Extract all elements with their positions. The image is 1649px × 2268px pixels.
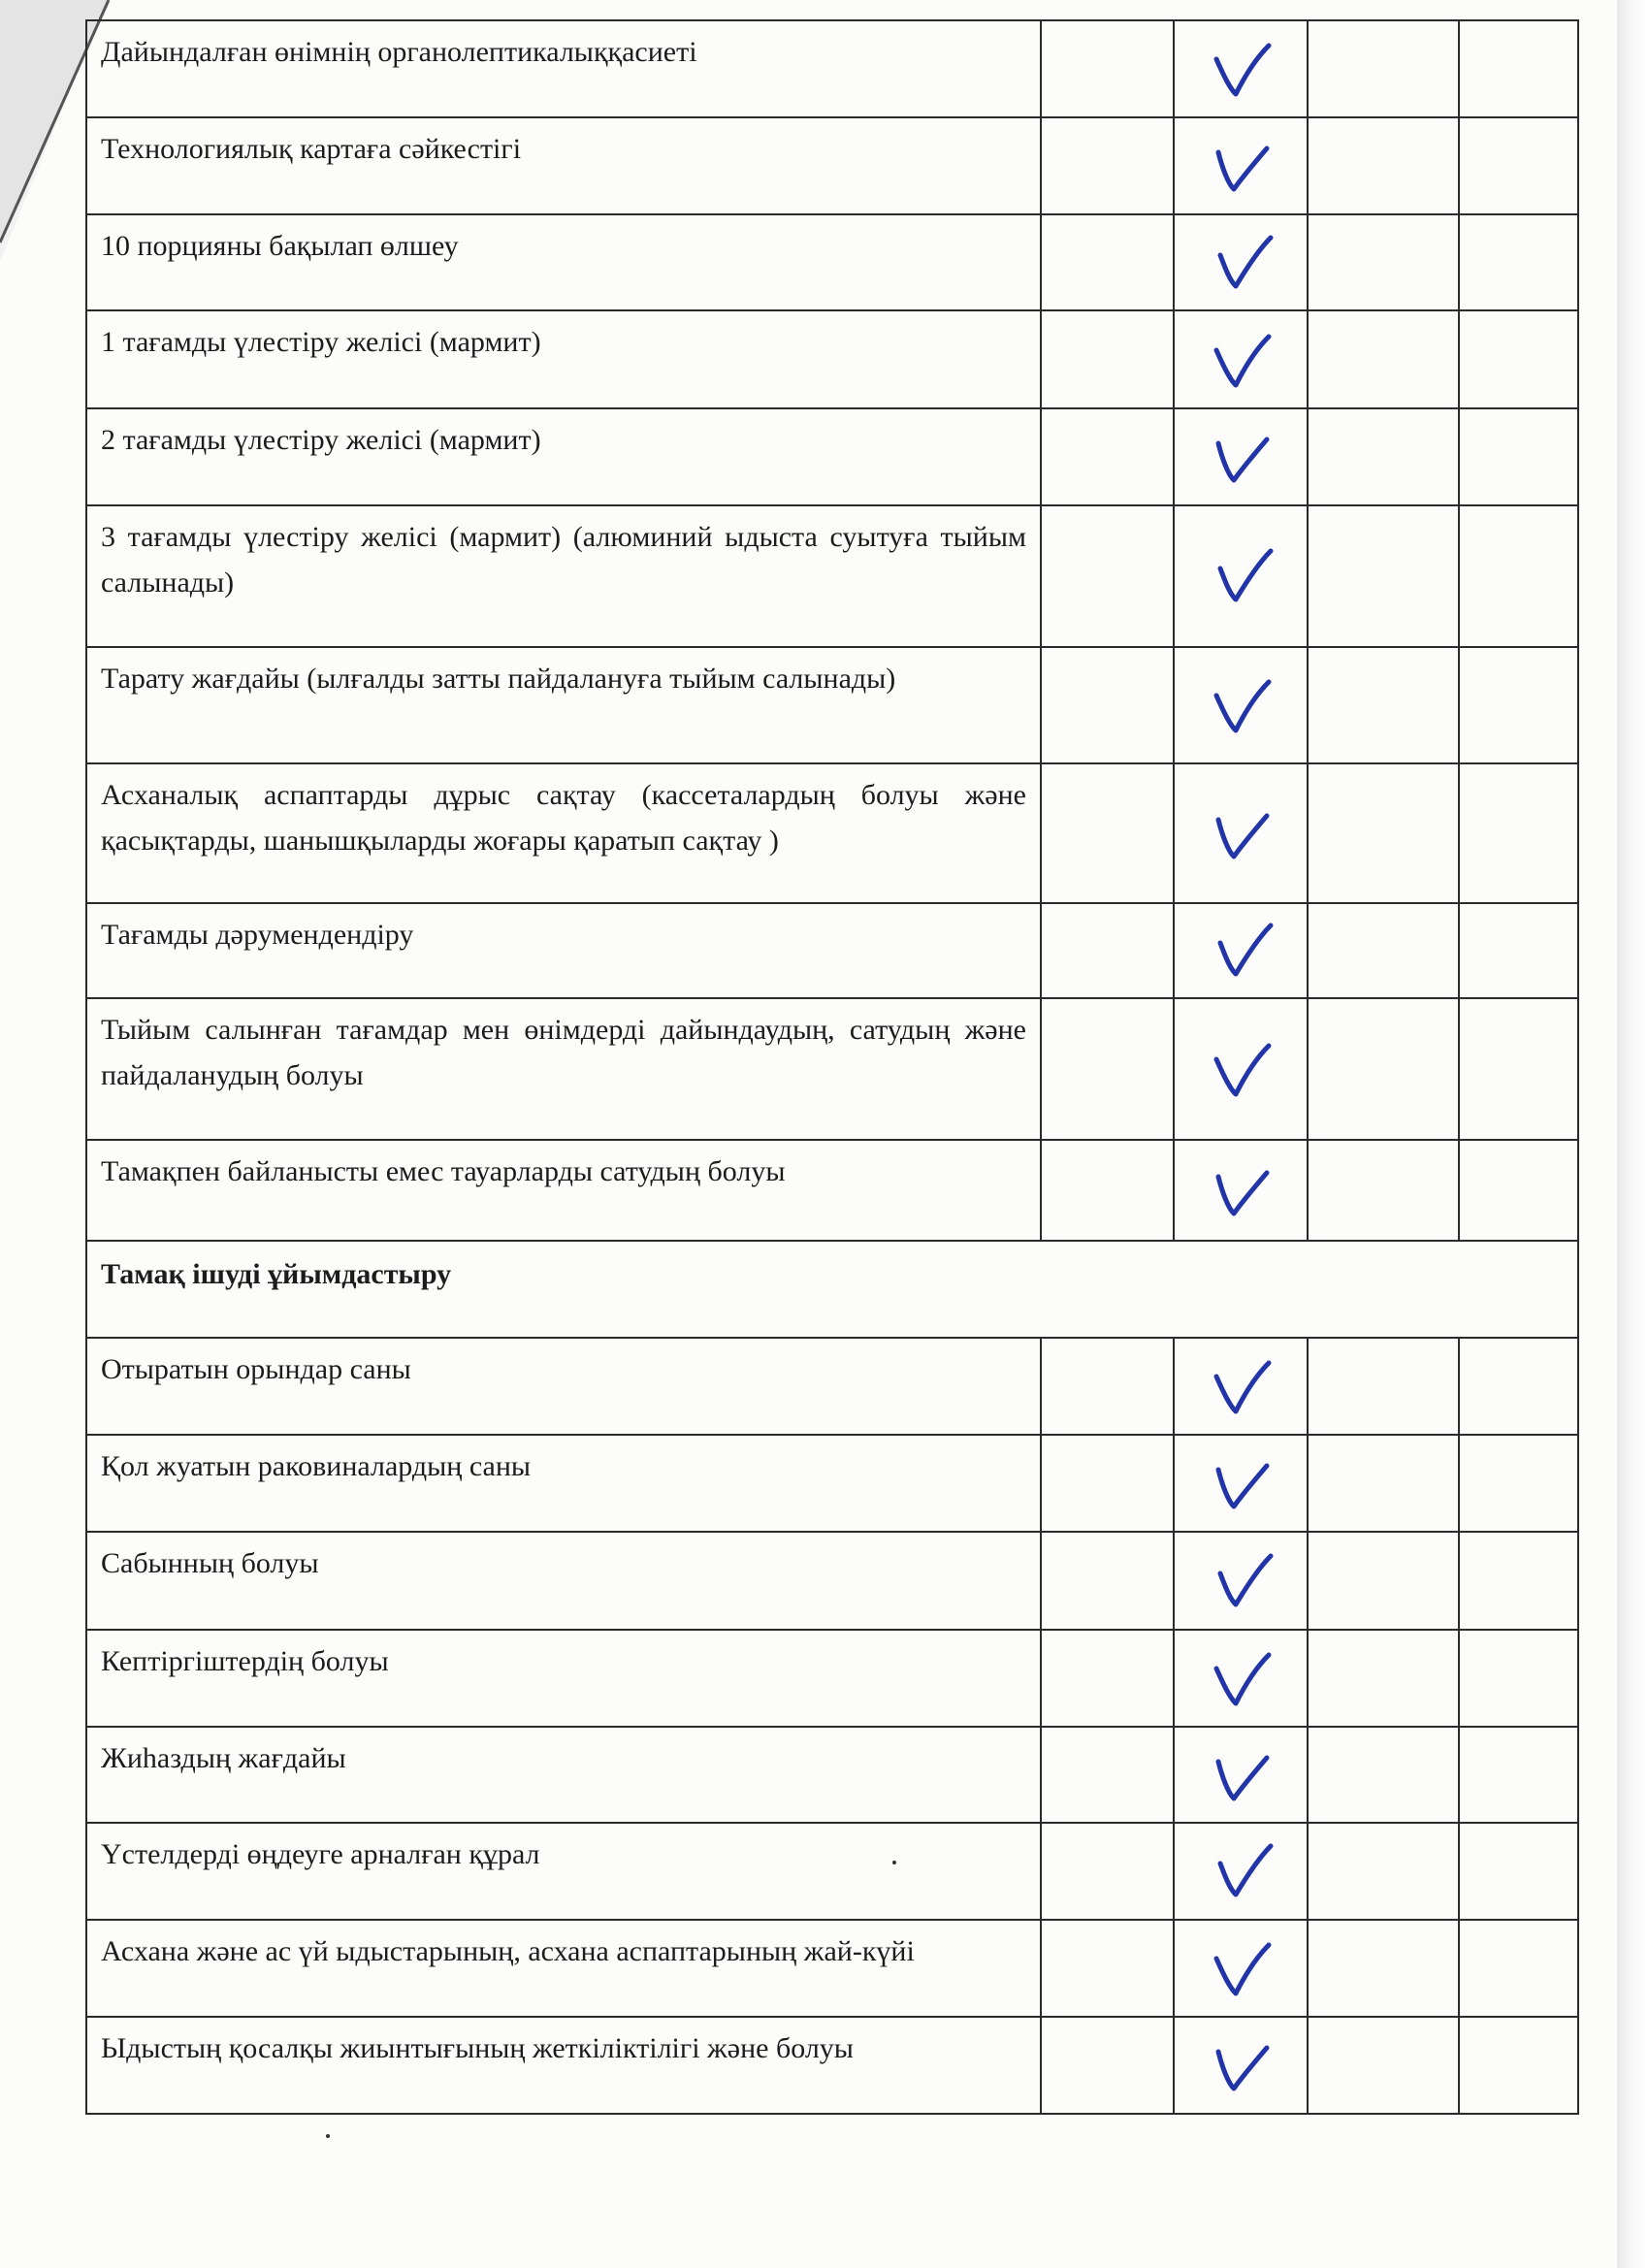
table-row <box>86 408 1578 505</box>
mark-cell-4 <box>1459 1435 1578 1532</box>
handwritten-check-icon <box>1207 1159 1275 1221</box>
mark-cell-3 <box>1308 408 1459 505</box>
table-row <box>86 1823 1578 1920</box>
criterion-text: 2 тағамды үлестіру желісі (мармит) <box>86 408 1041 505</box>
table-row <box>86 1920 1578 2017</box>
mark-cell-3 <box>1308 1920 1459 2017</box>
table-row <box>86 310 1578 408</box>
table-row <box>86 1532 1578 1630</box>
mark-cell-2 <box>1174 2017 1308 2114</box>
handwritten-check-icon <box>1207 135 1275 197</box>
mark-cell-2 <box>1174 1338 1308 1435</box>
mark-cell-2 <box>1174 20 1308 117</box>
table-row <box>86 1435 1578 1532</box>
criterion-text: Тыйым салынған тағамдар мен өнімдерді дайындаудың, сатудың және пайдаланудың болуы <box>86 998 1041 1140</box>
mark-cell-3 <box>1308 647 1459 763</box>
handwritten-check-icon <box>1207 1647 1275 1709</box>
mark-cell-2 <box>1174 1532 1308 1630</box>
mark-cell-4 <box>1459 1920 1578 2017</box>
table-row <box>86 117 1578 214</box>
table-row <box>86 1338 1578 1435</box>
mark-cell-2 <box>1174 903 1308 998</box>
scan-speck <box>326 2134 330 2138</box>
mark-cell-4 <box>1459 763 1578 903</box>
mark-cell-1 <box>1041 117 1174 214</box>
criterion-text: Қол жуатын раковиналардың саны <box>86 1435 1041 1532</box>
scan-speck <box>892 1861 896 1864</box>
mark-cell-3 <box>1308 214 1459 310</box>
mark-cell-1 <box>1041 647 1174 763</box>
mark-cell-3 <box>1308 1630 1459 1727</box>
mark-cell-3 <box>1308 117 1459 214</box>
mark-cell-4 <box>1459 647 1578 763</box>
criterion-text: Кептіргіштердің болуы <box>86 1630 1041 1727</box>
mark-cell-1 <box>1041 998 1174 1140</box>
mark-cell-4 <box>1459 1823 1578 1920</box>
mark-cell-1 <box>1041 20 1174 117</box>
mark-cell-3 <box>1308 1823 1459 1920</box>
mark-cell-2 <box>1174 647 1308 763</box>
table-row <box>86 1727 1578 1823</box>
mark-cell-2 <box>1174 310 1308 408</box>
mark-cell-1 <box>1041 1435 1174 1532</box>
mark-cell-3 <box>1308 20 1459 117</box>
mark-cell-4 <box>1459 1630 1578 1727</box>
mark-cell-3 <box>1308 2017 1459 2114</box>
page-edge-shadow <box>1617 0 1649 2268</box>
handwritten-check-icon <box>1207 1840 1275 1902</box>
handwritten-check-icon <box>1207 1744 1275 1806</box>
criterion-text: Технологиялық картаға сәйкестігі <box>86 117 1041 214</box>
mark-cell-1 <box>1041 903 1174 998</box>
mark-cell-4 <box>1459 1140 1578 1241</box>
mark-cell-2 <box>1174 1140 1308 1241</box>
table-row <box>86 20 1578 117</box>
table-row <box>86 998 1578 1140</box>
mark-cell-3 <box>1308 310 1459 408</box>
mark-cell-4 <box>1459 903 1578 998</box>
criterion-text: Асхана және ас үй ыдыстарының, асхана аспаптарының жай-күйі <box>86 1920 1041 2017</box>
mark-cell-1 <box>1041 408 1174 505</box>
criterion-text: Отыратын орындар саны <box>86 1338 1041 1435</box>
handwritten-check-icon <box>1207 545 1275 607</box>
criterion-text: Ыдыстың қосалқы жиынтығының жеткіліктілігі және болуы <box>86 2017 1041 2114</box>
criterion-text: Асханалық аспаптарды дұрыс сақтау (кассеталардың болуы және қасықтарды, шанышқыларды жоғары қаратып сақтау ) <box>86 763 1041 903</box>
mark-cell-4 <box>1459 117 1578 214</box>
mark-cell-4 <box>1459 2017 1578 2114</box>
table-row <box>86 647 1578 763</box>
mark-cell-2 <box>1174 408 1308 505</box>
mark-cell-1 <box>1041 1920 1174 2017</box>
criterion-text: Тағамды дәрумендендіру <box>86 903 1041 998</box>
table-row <box>86 2017 1578 2114</box>
table-row <box>86 1140 1578 1241</box>
mark-cell-2 <box>1174 763 1308 903</box>
mark-cell-3 <box>1308 998 1459 1140</box>
criterion-text: Тарату жағдайы (ылғалды затты пайдалануға тыйым салынады) <box>86 647 1041 763</box>
mark-cell-2 <box>1174 998 1308 1140</box>
mark-cell-2 <box>1174 1727 1308 1823</box>
mark-cell-1 <box>1041 1727 1174 1823</box>
handwritten-check-icon <box>1207 1937 1275 1999</box>
mark-cell-1 <box>1041 763 1174 903</box>
handwritten-check-icon <box>1207 1038 1275 1100</box>
mark-cell-2 <box>1174 1920 1308 2017</box>
table-row <box>86 505 1578 647</box>
mark-cell-4 <box>1459 505 1578 647</box>
table-body <box>86 20 1578 2114</box>
handwritten-check-icon <box>1207 2034 1275 2096</box>
handwritten-check-icon <box>1207 920 1275 982</box>
mark-cell-1 <box>1041 1338 1174 1435</box>
handwritten-check-icon <box>1207 426 1275 488</box>
table-row <box>86 763 1578 903</box>
handwritten-check-icon <box>1207 674 1275 736</box>
mark-cell-3 <box>1308 763 1459 903</box>
criterion-text: 1 тағамды үлестіру желісі (мармит) <box>86 310 1041 408</box>
checklist-table <box>85 19 1579 2115</box>
mark-cell-1 <box>1041 310 1174 408</box>
mark-cell-4 <box>1459 998 1578 1140</box>
criterion-text: Сабынның болуы <box>86 1532 1041 1630</box>
mark-cell-1 <box>1041 214 1174 310</box>
criterion-text: Үстелдерді өңдеуге арналған құрал <box>86 1823 1041 1920</box>
section-title: Тамақ ішуді ұйымдастыру <box>86 1241 1578 1338</box>
criterion-text: Дайындалған өнімнің органолептикалыққасиеті <box>86 20 1041 117</box>
table-row <box>86 214 1578 310</box>
mark-cell-1 <box>1041 1140 1174 1241</box>
mark-cell-2 <box>1174 214 1308 310</box>
mark-cell-4 <box>1459 1532 1578 1630</box>
mark-cell-3 <box>1308 1727 1459 1823</box>
criterion-text: Тамақпен байланысты емес тауарларды сатудың болуы <box>86 1140 1041 1241</box>
mark-cell-4 <box>1459 20 1578 117</box>
handwritten-check-icon <box>1207 1550 1275 1612</box>
mark-cell-3 <box>1308 505 1459 647</box>
mark-cell-2 <box>1174 117 1308 214</box>
mark-cell-3 <box>1308 1532 1459 1630</box>
handwritten-check-icon <box>1207 802 1275 864</box>
criterion-text: Жиһаздың жағдайы <box>86 1727 1041 1823</box>
mark-cell-1 <box>1041 1823 1174 1920</box>
section-row <box>86 1241 1578 1338</box>
mark-cell-1 <box>1041 1532 1174 1630</box>
mark-cell-4 <box>1459 1727 1578 1823</box>
mark-cell-4 <box>1459 214 1578 310</box>
handwritten-check-icon <box>1207 1355 1275 1417</box>
mark-cell-2 <box>1174 505 1308 647</box>
mark-cell-2 <box>1174 1630 1308 1727</box>
mark-cell-2 <box>1174 1823 1308 1920</box>
handwritten-check-icon <box>1207 38 1275 100</box>
mark-cell-3 <box>1308 1338 1459 1435</box>
table-row <box>86 903 1578 998</box>
mark-cell-2 <box>1174 1435 1308 1532</box>
handwritten-check-icon <box>1207 329 1275 391</box>
criterion-text: 3 тағамды үлестіру желісі (мармит) (алюминий ыдыста суытуға тыйым салынады) <box>86 505 1041 647</box>
mark-cell-4 <box>1459 310 1578 408</box>
mark-cell-1 <box>1041 2017 1174 2114</box>
handwritten-check-icon <box>1207 1452 1275 1514</box>
mark-cell-3 <box>1308 1435 1459 1532</box>
mark-cell-1 <box>1041 505 1174 647</box>
mark-cell-3 <box>1308 903 1459 998</box>
mark-cell-1 <box>1041 1630 1174 1727</box>
mark-cell-3 <box>1308 1140 1459 1241</box>
handwritten-check-icon <box>1207 232 1275 294</box>
criterion-text: 10 порцияны бақылап өлшеу <box>86 214 1041 310</box>
mark-cell-4 <box>1459 408 1578 505</box>
table-row <box>86 1630 1578 1727</box>
mark-cell-4 <box>1459 1338 1578 1435</box>
